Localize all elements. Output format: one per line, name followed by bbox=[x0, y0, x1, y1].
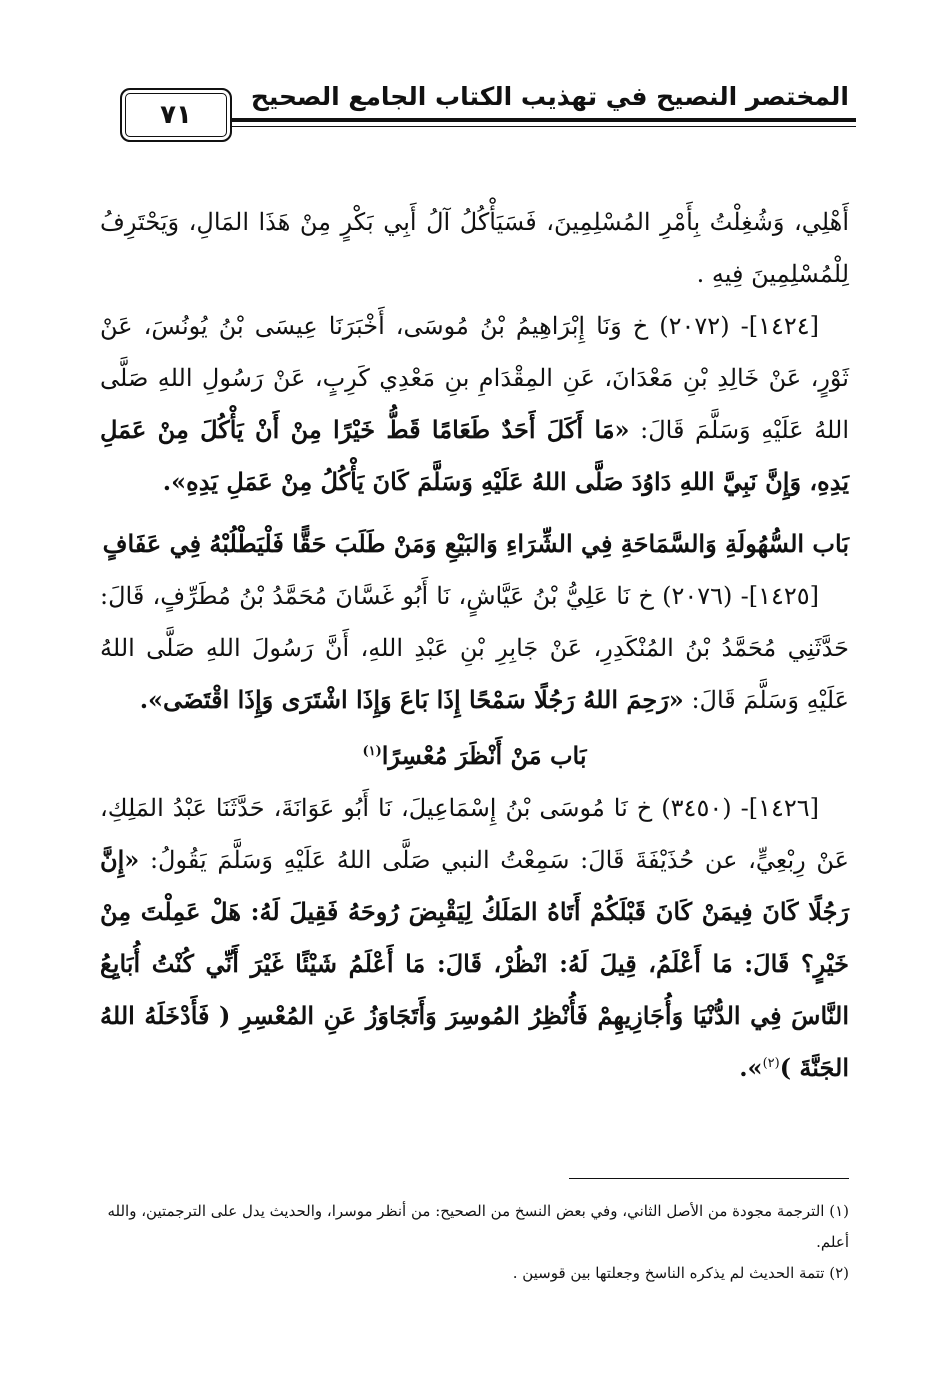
footnote-ref-2: (٢) bbox=[762, 1056, 780, 1071]
hadith-1424-matn: «مَا أَكَلَ أَحَدٌ طَعَامًا قَطُّ خَيْرًا مِنْ أَنْ يَأْكُلَ مِنْ عَمَلِ يَدِهِ، وَإِنَّ نَبِيَّ اللهِ دَاوُدَ صَلَّى اللهُ عَلَيْهِ وَسَلَّمَ كَانَ يَأْكُلُ مِنْ عَمَلِ يَدِهِ». bbox=[100, 415, 849, 496]
main-text bbox=[100, 196, 849, 1094]
header-rule bbox=[228, 118, 856, 122]
footnote-ref-1: (١) bbox=[362, 744, 382, 759]
running-header-title: المختصر النصيح في تهذيب الكتاب الجامع الصحيح bbox=[250, 82, 849, 111]
hadith-1425-isnad: [١٤٢٥]- (٢٠٧٦) خ نَا عَلِيُّ بْنُ عَيَّاشٍ، نَا أَبُو غَسَّانَ مُحَمَّدُ بْنُ مُطَرِّفٍ، قَالَ: حَدَّثَنِي مُحَمَّدُ بْنُ المُنْكَدِرِ، عَنْ جَابِرِ بْنِ عَبْدِ اللهِ، أَنَّ رَسُولَ اللهِ صَلَّى اللهُ عَلَيْهِ وَسَلَّمَ قَالَ: bbox=[100, 582, 849, 714]
footnotes bbox=[100, 1196, 849, 1289]
hadith-1425-matn: «رَحِمَ اللهُ رَجُلًا سَمْحًا إِذَا بَاعَ وَإِذَا اشْتَرَى وَإِذَا اقْتَضَى». bbox=[139, 685, 684, 714]
footnote-2: (٢) تتمة الحديث لم يذكره الناسخ وجعلتها بين قوسين . bbox=[512, 1264, 849, 1282]
hadith-1426-end: ». bbox=[739, 1053, 763, 1082]
chapter-heading-respite bbox=[100, 730, 849, 782]
hadith-1424-isnad: [١٤٢٤]- (٢٠٧٢) خ وَنَا إِبْرَاهِيمُ بْنُ مُوسَى، أَخْبَرَنَا عِيسَى بْنُ يُونُسَ، عَنْ ثَوْرٍ، عَنْ خَالِدِ بْنِ مَعْدَانَ، عَنِ المِقْدَامِ بنِ مَعْدِي كَرِبٍ، عَنْ رَسُولِ اللهِ صَلَّى اللهُ عَلَيْهِ وَسَلَّمَ قَالَ: bbox=[100, 312, 849, 444]
chapter-heading-leniency: بَاب السُّهُولَةِ وَالسَّمَاحَةِ فِي الشِّرَاءِ وَالبَيْعِ وَمَنْ طَلَبَ حَقًّا فَلْيَطْلُبْهُ فِي عَفَافٍ bbox=[102, 529, 849, 558]
page-number: ٧١ bbox=[160, 100, 192, 130]
hadith-1424 bbox=[100, 300, 849, 508]
hadith-1425 bbox=[100, 570, 849, 726]
paragraph-continuation: أَهْلِي، وَشُغِلْتُ بِأَمْرِ المُسْلِمِينَ، فَسَيَأْكُلُ آلُ أَبِي بَكْرٍ مِنْ هَذَا المَالِ، وَيَحْتَرِفُ لِلْمُسْلِمِينَ فِيهِ . bbox=[100, 208, 849, 288]
hadith-1426-matn: «إِنَّ رَجُلًا كَانَ فِيمَنْ كَانَ قَبْلَكُمْ أَتَاهُ المَلَكُ لِيَقْبِضَ رُوحَهُ فَقِيلَ لَهُ: هَلْ عَمِلْتَ مِنْ خَيْرٍ؟ قَالَ: مَا أَعْلَمُ، قِيلَ لَهُ: انْظُرْ، قَالَ: مَا أَعْلَمُ شَيْئًا غَيْرَ أَنِّي كُنْتُ أُبَايِعُ النَّاسَ فِي الدُّنْيَا وَأُجَازِيهِمْ فَأُنْظِرُ المُوسِرَ وَأَتَجَاوَزُ عَنِ المُعْسِرِ ( فَأَدْخَلَهُ اللهُ الجَنَّةَ ) bbox=[100, 845, 849, 1082]
header-rule-thin bbox=[228, 126, 856, 127]
chapter-heading-respite-text: بَاب مَنْ أَنْظَرَ مُعْسِرًا bbox=[381, 741, 587, 770]
footnote-separator bbox=[569, 1178, 849, 1179]
hadith-1426 bbox=[100, 782, 849, 1094]
page-number-box bbox=[120, 88, 232, 142]
hadith-1426-isnad: [١٤٢٦]- (٣٤٥٠) خ نَا مُوسَى بْنُ إِسْمَاعِيلَ، نَا أَبُو عَوَانَةَ، حَدَّثَنَا عَبْدُ المَلِكِ، عَنْ رِبْعِيٍّ، عن حُذَيْفَةَ قَالَ: سَمِعْتُ النبي صَلَّى اللهُ عَلَيْهِ وَسَلَّمَ يَقُولُ: bbox=[100, 794, 849, 874]
footnote-1: (١) الترجمة مجودة من الأصل الثاني، وفي بعض النسخ من الصحيح: من أنظر موسرا، والحديث يدل على الترجمتين، والله أعلم. bbox=[107, 1202, 849, 1251]
